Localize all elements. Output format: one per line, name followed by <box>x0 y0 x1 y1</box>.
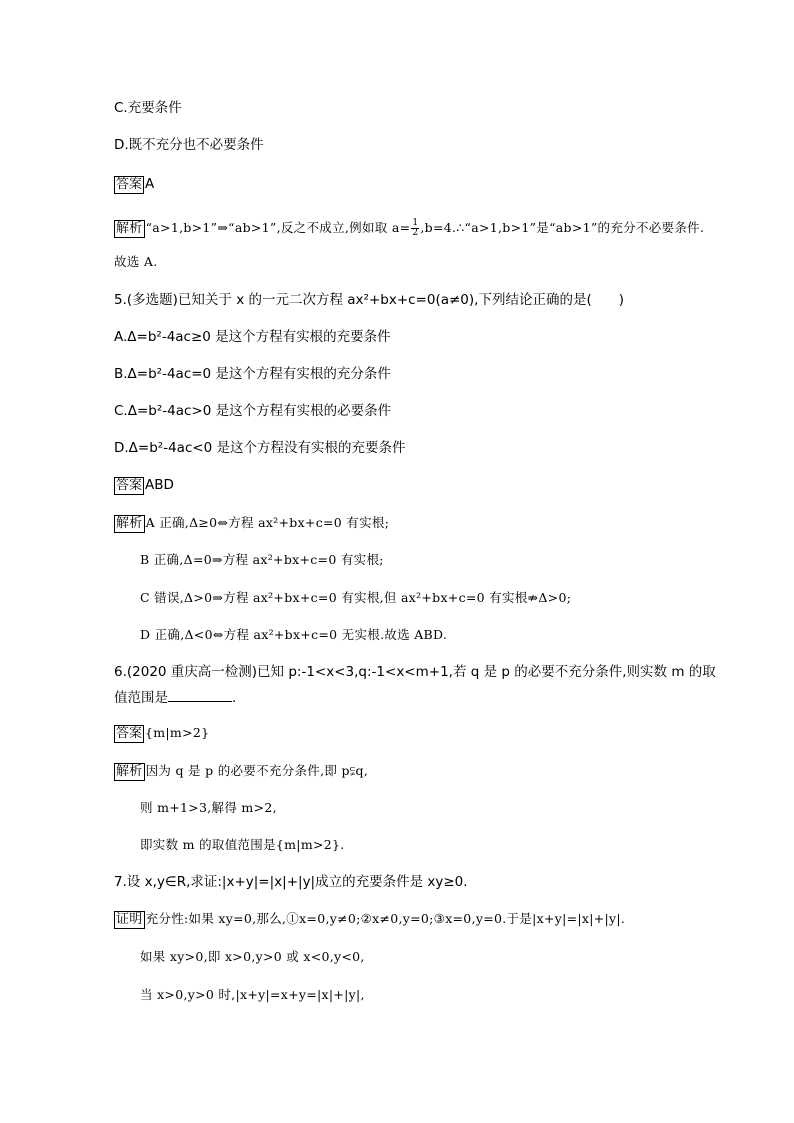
q7-proof-line3: 当 x>0,y>0 时,|x+y|=x+y=|x|+|y|, <box>140 987 365 1002</box>
q4-analysis-row <box>114 219 704 238</box>
analysis-tag: 解析 <box>116 221 143 236</box>
analysis-tag: 解析 <box>116 764 143 779</box>
q5-option-a: A.Δ=b²-4ac≥0 是这个方程有实根的充要条件 <box>114 329 391 345</box>
q4-fraction <box>411 219 419 238</box>
q7-proof-line2: 如果 xy>0,即 x>0,y>0 或 x<0,y<0, <box>140 949 365 964</box>
q4-answer-row <box>114 175 154 194</box>
q6-stem-line1: 6.(2020 重庆高一检测)已知 p:-1<x<3,q:-1<x<m+1,若 q 是 p 的必要不充分条件,则实数 m 的取 <box>114 664 716 680</box>
q5-option-b: B.Δ=b²-4ac=0 是这个方程有实根的充分条件 <box>114 366 391 382</box>
q4-option-c: C.充要条件 <box>114 100 182 116</box>
q5-analysis-line3: C 错误,Δ>0⇒方程 ax²+bx+c=0 有实根,但 ax²+bx+c=0 有实根⇏Δ>0; <box>140 590 572 605</box>
q5-stem: 5.(多选题)已知关于 x 的一元二次方程 ax²+bx+c=0(a≠0),下列结论正确的是( ) <box>114 292 624 308</box>
proof-tag: 证明 <box>116 912 143 927</box>
q6-analysis-row <box>114 762 368 781</box>
q5-option-d: D.Δ=b²-4ac<0 是这个方程没有实根的充要条件 <box>114 440 406 456</box>
analysis-tag: 解析 <box>116 516 143 531</box>
q5-analysis-row <box>114 514 389 533</box>
q5-option-c: C.Δ=b²-4ac>0 是这个方程有实根的必要条件 <box>114 403 392 419</box>
fill-in-blank <box>168 688 232 702</box>
q6-stem-line2-row <box>114 688 236 707</box>
q4-analysis-part2: ,b=4.∴“a>1,b>1”是“ab>1”的充分不必要条件. <box>420 220 705 235</box>
q6-analysis-line3: 即实数 m 的取值范围是{m|m>2}. <box>140 837 345 852</box>
q7-proof-row <box>114 910 625 929</box>
q4-analysis-part1: “a>1,b>1”⇒“ab>1”,反之不成立,例如取 a= <box>145 220 411 235</box>
q4-option-d: D.既不充分也不必要条件 <box>114 137 264 153</box>
q4-answer: A <box>145 176 155 192</box>
q5-analysis-line2: B 正确,Δ=0⇒方程 ax²+bx+c=0 有实根; <box>140 552 384 567</box>
q6-analysis-line2: 则 m+1>3,解得 m>2, <box>140 800 277 815</box>
q6-stem-line2: 值范围是 <box>114 690 168 706</box>
q6-analysis-line1: 因为 q 是 p 的必要不充分条件,即 p⫋q, <box>145 763 369 778</box>
answer-tag: 答案 <box>116 478 143 493</box>
q5-analysis-line1: A 正确,Δ≥0⇔方程 ax²+bx+c=0 有实根; <box>145 515 390 530</box>
q4-analysis-line2: 故选 A. <box>114 254 158 269</box>
q6-answer: {m|m>2} <box>145 725 210 740</box>
q5-analysis-line4: D 正确,Δ<0⇔方程 ax²+bx+c=0 无实根.故选 ABD. <box>140 627 448 642</box>
answer-tag: 答案 <box>116 726 143 741</box>
q5-answer: ABD <box>145 477 174 493</box>
q5-answer-row <box>114 476 174 495</box>
q4-frac-den: 2 <box>412 228 419 238</box>
answer-tag: 答案 <box>116 177 143 192</box>
q7-stem: 7.设 x,y∈R,求证:|x+y|=|x|+|y|成立的充要条件是 xy≥0. <box>114 874 468 890</box>
q6-stem-end: . <box>232 690 237 706</box>
q7-proof-line1: 充分性:如果 xy=0,那么,①x=0,y≠0;②x≠0,y=0;③x=0,y=0.于是|x+y|=|x|+|y|. <box>145 911 626 926</box>
q4-frac-num: 1 <box>412 218 419 228</box>
q6-answer-row <box>114 724 209 743</box>
